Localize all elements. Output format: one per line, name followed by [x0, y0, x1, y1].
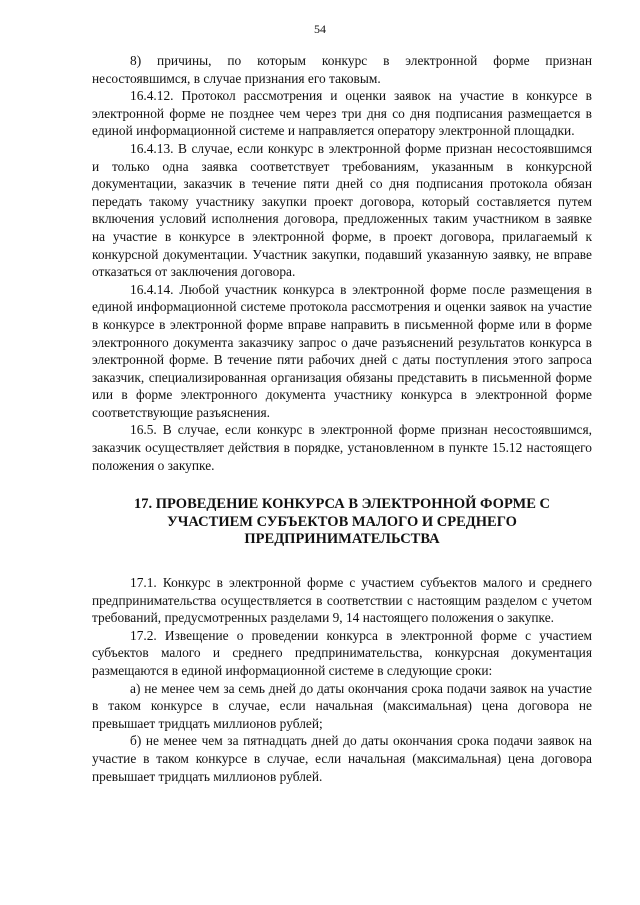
paragraph: 16.4.14. Любой участник конкурса в электронной форме после размещения в единой информационной системе протокола рассмотрения и оценки заявок на участие в конкурсе в электронной форме вправе направить в письменной форме или в форме электронного документа заказчику запрос о даче разъяснений результатов конкурса в электронной форме. В течение пяти рабочих дней с даты поступления этого запроса заказчик, специализированная организация обязаны представить в письменной форме или в форме электронного документа участнику конкурса в электронной форме соответствующие разъяснения. [92, 281, 592, 420]
document-body [92, 52, 592, 785]
paragraph: 17.2. Извещение о проведении конкурса в электронной форме с участием субъектов малого и среднего предпринимательства, конкурсная документация размещаются в единой информационной системе в следующие сроки: [92, 627, 592, 678]
paragraph: 16.4.13. В случае, если конкурс в электронной форме признан несостоявшимся и только одна заявка соответствует требованиям, указанным в конкурсной документации, заказчик в течение пяти дней со дня подписания протокола обязан передать такому участнику закупки проект договора, который составляется путем включения условий исполнения договора, предложенных таким участником в заявке на участие в конкурсе в электронной форме, в проект договора, прилагаемый к конкурсной документации. Участник закупки, подавший указанную заявку, не вправе отказаться от заключения договора. [92, 140, 592, 280]
paragraph: 16.5. В случае, если конкурс в электронной форме признан несостоявшимся, заказчик осуществляет действия в порядке, установленном в пункте 15.12 настоящего положения о закупке. [92, 422, 592, 473]
paragraph: 16.4.12. Протокол рассмотрения и оценки заявок на участие в конкурсе в электронной форме не позднее чем через три дня со дня подписания размещается в единой информационной системе и направляется оператору электронной площадки. [92, 88, 592, 139]
paragraph: 17.1. Конкурс в электронной форме с участием субъектов малого и среднего предпринимательства осуществляется в соответствии с настоящим разделом с учетом требований, предусмотренных разделами 9, 14 настоящего положения о закупке. [92, 575, 592, 626]
paragraph: а) не менее чем за семь дней до даты окончания срока подачи заявок на участие в таком конкурсе в случае, если начальная (максимальная) цена договора не превышает тридцать миллионов рублей; [92, 680, 592, 731]
paragraph: 8) причины, по которым конкурс в электронной форме признан несостоявшимся, в случае признания его таковым. [92, 53, 592, 86]
page-number: 54 [314, 22, 326, 36]
paragraph: б) не менее чем за пятнадцать дней до даты окончания срока подачи заявок на участие в таком конкурсе в случае, если начальная (максимальная) цена договора превышает тридцать миллионов рублей. [92, 733, 592, 784]
section-heading: 17. ПРОВЕДЕНИЕ КОНКУРСА В ЭЛЕКТРОННОЙ ФОРМЕ С УЧАСТИЕМ СУБЪЕКТОВ МАЛОГО И СРЕДНЕГО ПРЕДПРИНИМАТЕЛЬСТВА [134, 496, 550, 548]
